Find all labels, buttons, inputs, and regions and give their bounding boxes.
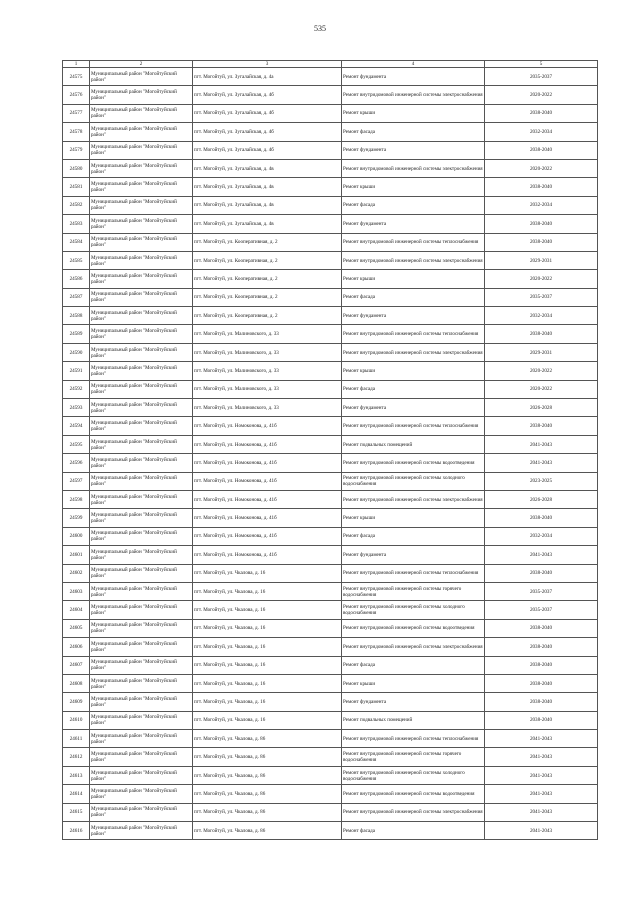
table-row — [63, 785, 598, 803]
cell-period: 2026-2028 — [485, 399, 598, 417]
cell-period: 2038-2040 — [485, 325, 598, 343]
table-row — [63, 270, 598, 288]
cell-period: 2038-2040 — [485, 656, 598, 674]
cell-address: пгт. Могойтуй, ул. Номоконова, д. 41б — [193, 546, 342, 564]
column-header-4: 4 — [342, 61, 485, 68]
cell-municipality: Муниципальный район "Могойтуйский район" — [90, 748, 193, 766]
cell-municipality: Муниципальный район "Могойтуйский район" — [90, 638, 193, 656]
cell-period: 2032-2034 — [485, 307, 598, 325]
cell-row-number: 24615 — [63, 803, 90, 821]
cell-period: 2035-2037 — [485, 68, 598, 86]
cell-address: пгт. Могойтуй, ул. Малиновского, д. 33 — [193, 380, 342, 398]
table-row — [63, 325, 598, 343]
cell-row-number: 24591 — [63, 362, 90, 380]
cell-row-number: 24608 — [63, 674, 90, 692]
cell-row-number: 24575 — [63, 68, 90, 86]
cell-municipality: Муниципальный район "Могойтуйский район" — [90, 196, 193, 214]
cell-period: 2038-2040 — [485, 619, 598, 637]
cell-municipality: Муниципальный район "Могойтуйский район" — [90, 380, 193, 398]
cell-municipality: Муниципальный район "Могойтуйский район" — [90, 233, 193, 251]
cell-municipality: Муниципальный район "Могойтуйский район" — [90, 123, 193, 141]
table-row — [63, 674, 598, 692]
cell-municipality: Муниципальный район "Могойтуйский район" — [90, 270, 193, 288]
table-row — [63, 141, 598, 159]
cell-address: пгт. Могойтуй, ул. Зугалайская, д. 4б — [193, 141, 342, 159]
cell-work-type: Ремонт крыши — [342, 362, 485, 380]
table-row — [63, 693, 598, 711]
cell-row-number: 24609 — [63, 693, 90, 711]
cell-work-type: Ремонт внутридомовой инженерной системы холодного водоснабжения — [342, 766, 485, 784]
table-row — [63, 159, 598, 177]
cell-period: 2032-2034 — [485, 527, 598, 545]
cell-work-type: Ремонт фундамента — [342, 215, 485, 233]
cell-municipality: Муниципальный район "Могойтуйский район" — [90, 582, 193, 600]
cell-work-type: Ремонт внутридомовой инженерной системы электроснабжения — [342, 159, 485, 177]
cell-row-number: 24576 — [63, 86, 90, 104]
cell-period: 2032-2034 — [485, 196, 598, 214]
cell-municipality: Муниципальный район "Могойтуйский район" — [90, 822, 193, 840]
cell-period: 2029-2031 — [485, 251, 598, 269]
table-row — [63, 509, 598, 527]
cell-row-number: 24607 — [63, 656, 90, 674]
cell-work-type: Ремонт крыши — [342, 178, 485, 196]
cell-row-number: 24586 — [63, 270, 90, 288]
cell-work-type: Ремонт фундамента — [342, 693, 485, 711]
table-row — [63, 233, 598, 251]
cell-municipality: Муниципальный район "Могойтуйский район" — [90, 509, 193, 527]
table-row — [63, 656, 598, 674]
table-row — [63, 307, 598, 325]
cell-period: 2020-2022 — [485, 380, 598, 398]
cell-row-number: 24611 — [63, 730, 90, 748]
cell-municipality: Муниципальный район "Могойтуйский район" — [90, 803, 193, 821]
cell-row-number: 24583 — [63, 215, 90, 233]
cell-work-type: Ремонт внутридомовой инженерной системы электроснабжения — [342, 803, 485, 821]
cell-address: пгт. Могойтуй, ул. Чкалова, д. 86 — [193, 748, 342, 766]
cell-address: пгт. Могойтуй, ул. Зугалайская, д. 4в — [193, 196, 342, 214]
table-row — [63, 399, 598, 417]
cell-work-type: Ремонт фасада — [342, 123, 485, 141]
table-row — [63, 472, 598, 490]
cell-period: 2041-2043 — [485, 785, 598, 803]
cell-row-number: 24592 — [63, 380, 90, 398]
cell-address: пгт. Могойтуй, ул. Чкалова, д. 16 — [193, 601, 342, 619]
cell-row-number: 24595 — [63, 435, 90, 453]
table-row — [63, 215, 598, 233]
cell-period: 2038-2040 — [485, 509, 598, 527]
column-header-3: 3 — [193, 61, 342, 68]
cell-work-type: Ремонт внутридомовой инженерной системы водоотведения — [342, 619, 485, 637]
cell-row-number: 24602 — [63, 564, 90, 582]
cell-work-type: Ремонт фундамента — [342, 546, 485, 564]
cell-municipality: Муниципальный район "Могойтуйский район" — [90, 215, 193, 233]
cell-work-type: Ремонт фасада — [342, 527, 485, 545]
cell-work-type: Ремонт внутридомовой инженерной системы теплоснабжения — [342, 325, 485, 343]
cell-row-number: 24581 — [63, 178, 90, 196]
cell-row-number: 24606 — [63, 638, 90, 656]
cell-work-type: Ремонт фундамента — [342, 68, 485, 86]
cell-period: 2041-2043 — [485, 546, 598, 564]
cell-address: пгт. Могойтуй, ул. Номоконова, д. 41б — [193, 490, 342, 508]
cell-municipality: Муниципальный район "Могойтуйский район" — [90, 178, 193, 196]
table-row — [63, 638, 598, 656]
cell-municipality: Муниципальный район "Могойтуйский район" — [90, 490, 193, 508]
cell-row-number: 24589 — [63, 325, 90, 343]
cell-address: пгт. Могойтуй, ул. Зугалайская, д. 4в — [193, 178, 342, 196]
table-row — [63, 251, 598, 269]
cell-row-number: 24605 — [63, 619, 90, 637]
cell-period: 2041-2043 — [485, 748, 598, 766]
cell-address: пгт. Могойтуй, ул. Чкалова, д. 16 — [193, 711, 342, 729]
cell-address: пгт. Могойтуй, ул. Кооперативная, д. 2 — [193, 288, 342, 306]
table-row — [63, 822, 598, 840]
cell-work-type: Ремонт внутридомовой инженерной системы электроснабжения — [342, 638, 485, 656]
cell-row-number: 24598 — [63, 490, 90, 508]
cell-address: пгт. Могойтуй, ул. Номоконова, д. 41б — [193, 527, 342, 545]
cell-municipality: Муниципальный район "Могойтуйский район" — [90, 711, 193, 729]
cell-address: пгт. Могойтуй, ул. Чкалова, д. 86 — [193, 785, 342, 803]
cell-work-type: Ремонт внутридомовой инженерной системы теплоснабжения — [342, 233, 485, 251]
cell-period: 2038-2040 — [485, 711, 598, 729]
table-row — [63, 546, 598, 564]
header-row — [63, 61, 598, 68]
page-number: 535 — [314, 24, 326, 33]
cell-municipality: Муниципальный район "Могойтуйский район" — [90, 86, 193, 104]
cell-row-number: 24593 — [63, 399, 90, 417]
cell-period: 2041-2043 — [485, 454, 598, 472]
table-body — [63, 68, 598, 840]
cell-municipality: Муниципальный район "Могойтуйский район" — [90, 251, 193, 269]
cell-work-type: Ремонт внутридомовой инженерной системы электроснабжения — [342, 86, 485, 104]
cell-municipality: Муниципальный район "Могойтуйский район" — [90, 766, 193, 784]
cell-row-number: 24577 — [63, 104, 90, 122]
table-row — [63, 123, 598, 141]
table-row — [63, 748, 598, 766]
cell-period: 2038-2040 — [485, 693, 598, 711]
cell-work-type: Ремонт фундамента — [342, 141, 485, 159]
cell-period: 2035-2037 — [485, 288, 598, 306]
table-row — [63, 564, 598, 582]
cell-address: пгт. Могойтуй, ул. Номоконова, д. 41б — [193, 454, 342, 472]
cell-period: 2020-2022 — [485, 86, 598, 104]
cell-work-type: Ремонт подвальных помещений — [342, 711, 485, 729]
table-row — [63, 711, 598, 729]
cell-work-type: Ремонт фасада — [342, 196, 485, 214]
cell-municipality: Муниципальный район "Могойтуйский район" — [90, 546, 193, 564]
cell-row-number: 24612 — [63, 748, 90, 766]
cell-row-number: 24588 — [63, 307, 90, 325]
cell-address: пгт. Могойтуй, ул. Кооперативная, д. 2 — [193, 233, 342, 251]
cell-address: пгт. Могойтуй, ул. Малиновского, д. 33 — [193, 343, 342, 361]
cell-municipality: Муниципальный район "Могойтуйский район" — [90, 472, 193, 490]
cell-address: пгт. Могойтуй, ул. Малиновского, д. 33 — [193, 399, 342, 417]
table-row — [63, 601, 598, 619]
cell-work-type: Ремонт фасада — [342, 288, 485, 306]
cell-address: пгт. Могойтуй, ул. Зугалайская, д. 4б — [193, 104, 342, 122]
cell-address: пгт. Могойтуй, ул. Номоконова, д. 41б — [193, 472, 342, 490]
cell-municipality: Муниципальный район "Могойтуйский район" — [90, 159, 193, 177]
cell-period: 2026-2028 — [485, 490, 598, 508]
cell-address: пгт. Могойтуй, ул. Чкалова, д. 16 — [193, 638, 342, 656]
cell-period: 2035-2037 — [485, 582, 598, 600]
cell-period: 2038-2040 — [485, 564, 598, 582]
table-row — [63, 803, 598, 821]
cell-municipality: Муниципальный район "Могойтуйский район" — [90, 619, 193, 637]
cell-address: пгт. Могойтуй, ул. Малиновского, д. 33 — [193, 362, 342, 380]
cell-period: 2020-2022 — [485, 159, 598, 177]
cell-address: пгт. Могойтуй, ул. Чкалова, д. 16 — [193, 564, 342, 582]
cell-period: 2029-2031 — [485, 343, 598, 361]
cell-work-type: Ремонт фасада — [342, 822, 485, 840]
cell-municipality: Муниципальный район "Могойтуйский район" — [90, 68, 193, 86]
cell-period: 2020-2022 — [485, 270, 598, 288]
cell-municipality: Муниципальный район "Могойтуйский район" — [90, 141, 193, 159]
cell-municipality: Муниципальный район "Могойтуйский район" — [90, 601, 193, 619]
cell-address: пгт. Могойтуй, ул. Чкалова, д. 16 — [193, 582, 342, 600]
cell-row-number: 24604 — [63, 601, 90, 619]
cell-work-type: Ремонт фундамента — [342, 399, 485, 417]
column-header-2: 2 — [90, 61, 193, 68]
cell-row-number: 24579 — [63, 141, 90, 159]
cell-address: пгт. Могойтуй, ул. Зугалайская, д. 4б — [193, 86, 342, 104]
cell-work-type: Ремонт внутридомовой инженерной системы теплоснабжения — [342, 730, 485, 748]
cell-municipality: Муниципальный район "Могойтуйский район" — [90, 325, 193, 343]
cell-period: 2041-2043 — [485, 822, 598, 840]
cell-row-number: 24599 — [63, 509, 90, 527]
cell-work-type: Ремонт внутридомовой инженерной системы холодного водоснабжения — [342, 472, 485, 490]
repair-schedule-table — [62, 60, 598, 840]
table-row — [63, 362, 598, 380]
cell-address: пгт. Могойтуй, ул. Чкалова, д. 86 — [193, 766, 342, 784]
table-row — [63, 435, 598, 453]
cell-period: 2041-2043 — [485, 730, 598, 748]
cell-address: пгт. Могойтуй, ул. Номоконова, д. 41б — [193, 435, 342, 453]
table-row — [63, 178, 598, 196]
cell-row-number: 24590 — [63, 343, 90, 361]
cell-municipality: Муниципальный район "Могойтуйский район" — [90, 399, 193, 417]
cell-work-type: Ремонт внутридомовой инженерной системы электроснабжения — [342, 490, 485, 508]
cell-municipality: Муниципальный район "Могойтуйский район" — [90, 730, 193, 748]
cell-work-type: Ремонт внутридомовой инженерной системы холодного водоснабжения — [342, 601, 485, 619]
cell-municipality: Муниципальный район "Могойтуйский район" — [90, 343, 193, 361]
cell-row-number: 24578 — [63, 123, 90, 141]
cell-municipality: Муниципальный район "Могойтуйский район" — [90, 288, 193, 306]
cell-address: пгт. Могойтуй, ул. Кооперативная, д. 2 — [193, 270, 342, 288]
cell-work-type: Ремонт крыши — [342, 509, 485, 527]
cell-address: пгт. Могойтуй, ул. Кооперативная, д. 2 — [193, 251, 342, 269]
table-row — [63, 454, 598, 472]
cell-work-type: Ремонт крыши — [342, 674, 485, 692]
cell-address: пгт. Могойтуй, ул. Чкалова, д. 16 — [193, 656, 342, 674]
cell-period: 2035-2037 — [485, 601, 598, 619]
cell-work-type: Ремонт подвальных помещений — [342, 435, 485, 453]
cell-municipality: Муниципальный район "Могойтуйский район" — [90, 527, 193, 545]
cell-row-number: 24613 — [63, 766, 90, 784]
cell-address: пгт. Могойтуй, ул. Чкалова, д. 16 — [193, 693, 342, 711]
cell-row-number: 24614 — [63, 785, 90, 803]
cell-municipality: Муниципальный район "Могойтуйский район" — [90, 693, 193, 711]
cell-row-number: 24584 — [63, 233, 90, 251]
cell-municipality: Муниципальный район "Могойтуйский район" — [90, 417, 193, 435]
cell-address: пгт. Могойтуй, ул. Малиновского, д. 33 — [193, 325, 342, 343]
table-header — [63, 61, 598, 68]
cell-row-number: 24587 — [63, 288, 90, 306]
table-row — [63, 86, 598, 104]
cell-address: пгт. Могойтуй, ул. Зугалайская, д. 4в — [193, 159, 342, 177]
table-row — [63, 730, 598, 748]
cell-municipality: Муниципальный район "Могойтуйский район" — [90, 785, 193, 803]
cell-municipality: Муниципальный район "Могойтуйский район" — [90, 435, 193, 453]
cell-period: 2038-2040 — [485, 215, 598, 233]
table-row — [63, 417, 598, 435]
cell-period: 2038-2040 — [485, 417, 598, 435]
cell-row-number: 24603 — [63, 582, 90, 600]
cell-address: пгт. Могойтуй, ул. Кооперативная, д. 2 — [193, 307, 342, 325]
table-row — [63, 68, 598, 86]
cell-address: пгт. Могойтуй, ул. Зугалайская, д. 4в — [193, 215, 342, 233]
cell-work-type: Ремонт фундамента — [342, 307, 485, 325]
cell-row-number: 24580 — [63, 159, 90, 177]
cell-address: пгт. Могойтуй, ул. Чкалова, д. 86 — [193, 822, 342, 840]
cell-work-type: Ремонт внутридомовой инженерной системы теплоснабжения — [342, 564, 485, 582]
table-row — [63, 380, 598, 398]
cell-address: пгт. Могойтуй, ул. Чкалова, д. 16 — [193, 674, 342, 692]
cell-work-type: Ремонт крыши — [342, 104, 485, 122]
cell-municipality: Муниципальный район "Могойтуйский район" — [90, 564, 193, 582]
cell-period: 2020-2022 — [485, 362, 598, 380]
cell-work-type: Ремонт внутридомовой инженерной системы электроснабжения — [342, 343, 485, 361]
cell-period: 2041-2043 — [485, 435, 598, 453]
cell-municipality: Муниципальный район "Могойтуйский район" — [90, 307, 193, 325]
cell-municipality: Муниципальный район "Могойтуйский район" — [90, 674, 193, 692]
cell-row-number: 24585 — [63, 251, 90, 269]
cell-period: 2041-2043 — [485, 803, 598, 821]
table-row — [63, 527, 598, 545]
table-row — [63, 343, 598, 361]
cell-period: 2041-2043 — [485, 766, 598, 784]
cell-period: 2038-2040 — [485, 178, 598, 196]
cell-municipality: Муниципальный район "Могойтуйский район" — [90, 656, 193, 674]
cell-municipality: Муниципальный район "Могойтуйский район" — [90, 362, 193, 380]
cell-row-number: 24601 — [63, 546, 90, 564]
cell-work-type: Ремонт фасада — [342, 656, 485, 674]
cell-work-type: Ремонт фасада — [342, 380, 485, 398]
cell-row-number: 24582 — [63, 196, 90, 214]
cell-period: 2038-2040 — [485, 233, 598, 251]
cell-period: 2038-2040 — [485, 638, 598, 656]
cell-period: 2023-2025 — [485, 472, 598, 490]
cell-work-type: Ремонт внутридомовой инженерной системы горячего водоснабжения — [342, 582, 485, 600]
cell-work-type: Ремонт внутридомовой инженерной системы горячего водоснабжения — [342, 748, 485, 766]
cell-row-number: 24594 — [63, 417, 90, 435]
cell-work-type: Ремонт внутридомовой инженерной системы водоотведения — [342, 785, 485, 803]
cell-address: пгт. Могойтуй, ул. Номоконова, д. 41б — [193, 509, 342, 527]
cell-municipality: Муниципальный район "Могойтуйский район" — [90, 104, 193, 122]
cell-work-type: Ремонт внутридомовой инженерной системы теплоснабжения — [342, 417, 485, 435]
column-header-5: 5 — [485, 61, 598, 68]
cell-row-number: 24600 — [63, 527, 90, 545]
cell-address: пгт. Могойтуй, ул. Чкалова, д. 86 — [193, 803, 342, 821]
column-header-1: 1 — [63, 61, 90, 68]
cell-period: 2038-2040 — [485, 104, 598, 122]
cell-period: 2038-2040 — [485, 674, 598, 692]
cell-address: пгт. Могойтуй, ул. Чкалова, д. 86 — [193, 730, 342, 748]
cell-address: пгт. Могойтуй, ул. Зугалайская, д. 4б — [193, 123, 342, 141]
cell-address: пгт. Могойтуй, ул. Номоконова, д. 41б — [193, 417, 342, 435]
cell-period: 2032-2034 — [485, 123, 598, 141]
cell-address: пгт. Могойтуй, ул. Чкалова, д. 16 — [193, 619, 342, 637]
table-row — [63, 288, 598, 306]
cell-row-number: 24597 — [63, 472, 90, 490]
cell-work-type: Ремонт крыши — [342, 270, 485, 288]
cell-work-type: Ремонт внутридомовой инженерной системы электроснабжения — [342, 251, 485, 269]
table-row — [63, 619, 598, 637]
table-row — [63, 766, 598, 784]
table-row — [63, 104, 598, 122]
cell-address: пгт. Могойтуй, ул. Зугалайская, д. 4а — [193, 68, 342, 86]
table-row — [63, 196, 598, 214]
table-row — [63, 490, 598, 508]
cell-row-number: 24616 — [63, 822, 90, 840]
cell-work-type: Ремонт внутридомовой инженерной системы водоотведения — [342, 454, 485, 472]
cell-municipality: Муниципальный район "Могойтуйский район" — [90, 454, 193, 472]
table-row — [63, 582, 598, 600]
cell-period: 2038-2040 — [485, 141, 598, 159]
cell-row-number: 24610 — [63, 711, 90, 729]
cell-row-number: 24596 — [63, 454, 90, 472]
